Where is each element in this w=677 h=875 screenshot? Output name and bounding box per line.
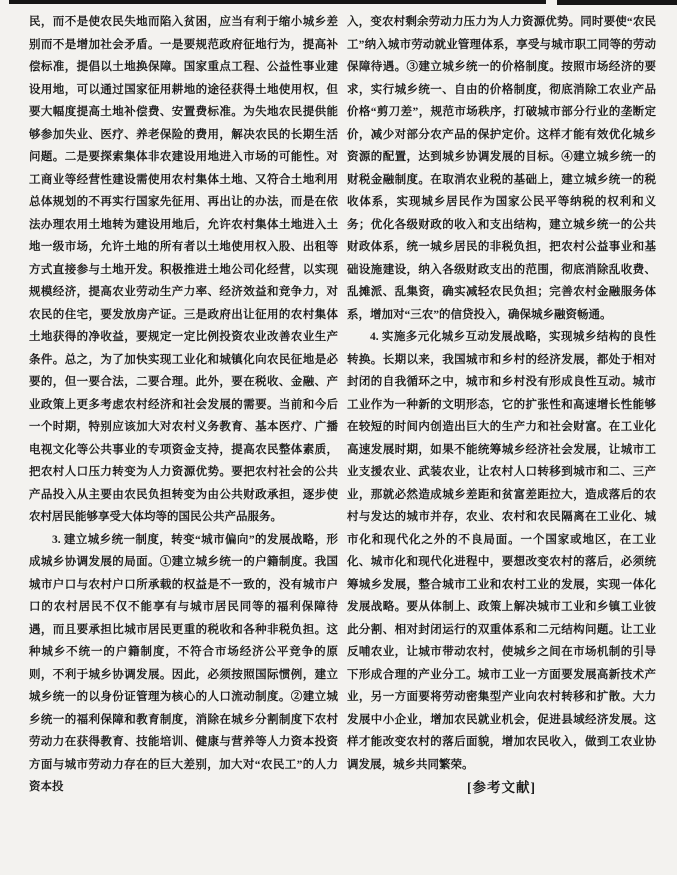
body-paragraph-section-4: 4. 实施多元化城乡互动发展战略，实现城乡结构的良性转换。长期以来，我国城市和乡村的经济发展，都处于相对封闭的自我循环之中，城市和乡村没有形成良性互动。城市工业作为一种新的文明形态，它的扩张性和高速增长性能够在较短的时间内创造出巨大的生产力和社会财富。在工业化高速发展时期，如果不能统筹城乡经济社会发展，让城市工业支援农业、武装农业，让农村人口转移到城市和二、三产业，那就必然造成城乡差距和贫富差距拉大，造成落后的农村与发达的城市并存，农业、农村和农民隔离在工业化、城市化和现代化之外的不良局面。一个国家或地区，在工业化、城市化和现代化进程中，要想改变农村的落后，必须统筹城乡发展，整合城市工业和农村工业的发展，实现一体化发展战略。要从体制上、政策上解决城市工业和乡镇工业彼此分割、相对封闭运行的双重体系和二元结构问题。让工业反哺农业，让城市带动农村，使城乡之间在市场机制的引导下形成合理的产业分工。城市工业一方面要发展高新技术产业，另一方面要将劳动密集型产业向农村转移和扩散。大力发展中小企业，增加农民就业机会，促进县域经济发展。这样才能改变农村的落后面貌，增加农民收入，做到工农业协调发展，城乡共同繁荣。 [347,331,656,771]
body-paragraph-continuation: 入，变农村剩余劳动力压力为人力资源优势。同时要使“农民工”纳入城市劳动就业管理体系，享受与城市职工同等的劳动保障待遇。③建立城乡统一的价格制度。按照市场经济的要求，实行城乡统一、自由的价格制度，彻底消除工农业产品价格“剪刀差”，规范市场秩序，打破城市部分行业的垄断定价，减少对部分农产品的保护定价。这样才能有效优化城乡资源的配置，达到城乡协调发展的目标。④建立城乡统一的财税金融制度。在取消农业税的基础上，建立城乡统一的税收体系，实现城乡居民作为国家公民平等纳税的权利和义务；优化各级财政的收入和支出结构，建立城乡统一的公共财政体系，统一城乡居民的非税负担，把农村公益事业和基础设施建设，纳入各级财政支出的范围，彻底消除乱收费、乱摊派、乱集资，确实减轻农民负担；完善农村金融服务体系，增加对“三农”的信贷投入，确保城乡融资畅通。 [347,16,656,321]
right-column [347,11,656,800]
body-paragraph-continuation: 民，而不是使农民失地而陷入贫困，应当有利于缩小城乡差别而不是增加社会矛盾。一是要规范政府征地行为，提高补偿标准，提倡以土地换保障。国家重点工程、公益性事业建设用地，可以通过国家征用耕地的途径获得土地使用权，但要大幅度提高土地补偿费、安置费标准。为失地农民提供能够参加失业、医疗、养老保险的费用，解决农民的长期生活问题。二是要探索集体非农建设用地进入市场的可能性。对工商业等经营性建设需使用农村集体土地、又符合土地利用总体规划的不再实行国家先征用、再出让的办法，而是在依法办理农用土地转为建设用地后，允许农村集体土地进入土地一级市场，允许土地的所有者以土地使用权入股、出租等方式直接参与土地开发。积极推进土地公司化经营，以实现规模经济，提高农业劳动生产力率、经济效益和竞争力，对农民的住宅，要发放房产证。三是政府出让征用的农村集体土地获得的净收益，要规定一定比例投资农业改善农业生产条件。总之，为了加快实现工业化和城镇化向农民征地是必要的，但一要合法，二要合理。此外，要在税收、金融、产业政策上更多考虑农村经济和社会发展的需要。当前和今后一个时期，特别应该加大对农村义务教育、基本医疗、广播电视文化等公共事业的专项资金支持，提高农民整体素质，把农村人口压力转变为人力资源优势。要把农村社会的公共产品投入从主要由农民负担转变为由公共财政承担，逐步使农村居民能够享受大体均等的国民公共产品服务。 [29,16,338,523]
body-paragraph-section-3: 3. 建立城乡统一制度，转变“城市偏向”的发展战略，形成城乡协调发展的局面。①建立城乡统一的户籍制度。我国城市户口与农村户口所承载的权益是不一致的，没有城市户口的农村居民不仅不能享有与城市居民同等的福利保障待遇，而且要承担比城市居民更重的税收和各种非税负担。这种城乡不统一的户籍制度，不符合市场经济公平竞争的原则，不利于城乡协调发展。因此，必须按照国际惯例，建立城乡统一的以身份证管理为核心的人口流动制度。②建立城乡统一的福利保障和教育制度，消除在城乡分割制度下农村劳动力在获得教育、技能培训、健康与营养等人力资本投资方面与城市劳动力存在的巨大差别，加大对“农民工”的人力资本投 [29,533,338,793]
references-heading: [参考文献] [467,780,536,795]
scan-artifact-top-bar-right [557,0,677,5]
left-column [29,11,338,799]
scan-artifact-top-bar-left [9,0,546,4]
